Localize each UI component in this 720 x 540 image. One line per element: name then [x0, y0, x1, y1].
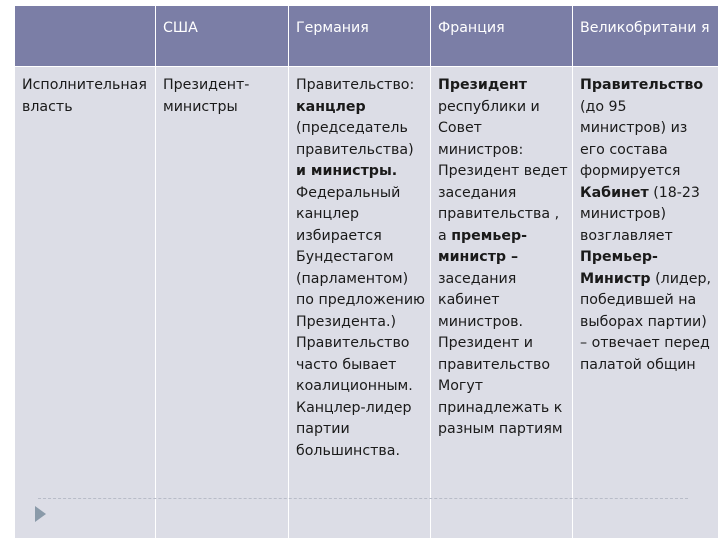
- header-cell-usa: США: [156, 6, 289, 67]
- uk-text-3: Кабинет: [580, 184, 649, 201]
- table-header-row: [15, 6, 719, 67]
- germany-text-4: и министры.: [296, 163, 398, 179]
- header-cell-germany: Германия: [289, 6, 431, 67]
- france-text-3: премьер-министр –: [438, 227, 528, 265]
- row-label-executive: Исполнительная власть: [15, 67, 156, 539]
- comparison-table: [14, 5, 719, 539]
- france-text-1: Президент: [438, 77, 527, 93]
- cell-usa: Президент- министры: [156, 67, 289, 539]
- slide-divider-line: [38, 498, 688, 499]
- bullet-arrow-icon: [35, 506, 46, 522]
- france-text-4: заседания кабинет министров. Президент и правительство Могут принадлежать к разным партиям: [438, 270, 563, 437]
- germany-text-2: канцлер: [296, 98, 366, 115]
- uk-text-4: (18-23 министров) возглавляет: [580, 184, 700, 244]
- header-cell-france: Франция: [431, 6, 573, 67]
- germany-text-1: Правительство:: [296, 77, 415, 93]
- cell-uk: [573, 67, 719, 539]
- header-cell-uk: Великобритани я: [573, 6, 719, 67]
- uk-text-1: Правительство: [580, 77, 704, 93]
- uk-text-2: (до 95 министров) из его состава формируется: [580, 98, 688, 179]
- uk-text-5: Премьер-Министр: [580, 249, 658, 287]
- uk-text-6: (лидер, победившей на выборах партии) – отвечает перед палатой общин: [580, 270, 711, 373]
- germany-text-5: Федеральный канцлер избирается Бундестагом (парламентом) по предложению Президента.) Правительство часто бывает коалиционным. Канцлер-лидер партии большинства.: [296, 184, 425, 459]
- table-row: [15, 67, 719, 539]
- germany-text-3: (председатель правительства): [296, 120, 414, 158]
- cell-france: [431, 67, 573, 539]
- cell-germany: [289, 67, 431, 539]
- france-text-2: республики и Совет министров: Президент ведет заседания правительства , а: [438, 98, 568, 244]
- header-cell-empty: [15, 6, 156, 67]
